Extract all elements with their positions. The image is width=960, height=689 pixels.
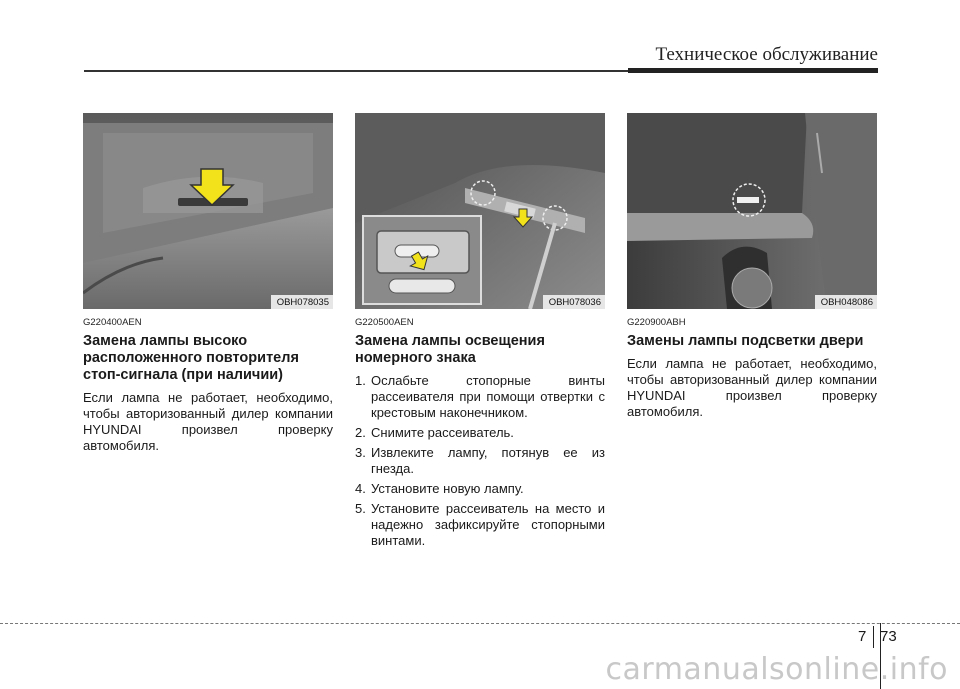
list-item: 1. Ослабьте стопорные винты рассеивателя при помощи отвертки с крестовым наконечником.: [355, 373, 605, 420]
figure-label: OBH078036: [543, 295, 605, 309]
door-lamp-illustration: [627, 113, 877, 309]
figure-high-mount-stop-lamp: [83, 113, 333, 309]
figure-label: OBH048086: [815, 295, 877, 309]
section-door-courtesy-lamp: [627, 113, 877, 420]
page-number-divider: [873, 626, 874, 648]
list-item: 4. Установите новую лампу.: [355, 481, 524, 496]
list-item: 2. Снимите рассеиватель.: [355, 425, 514, 440]
section-heading: Замена лампы освещения номерного знака: [355, 333, 545, 366]
section-license-plate-lamp: [355, 113, 605, 553]
watermark-text: carmanualsonline.info: [605, 652, 948, 687]
list-item: 3. Извлеките лампу, потянув ее из гнезда.: [355, 445, 605, 476]
section-code: G220900ABH: [627, 317, 686, 328]
section-high-mount-stop-lamp: [83, 113, 333, 454]
page-header-title: Техническое обслуживание: [655, 44, 878, 65]
header-rule-accent: [628, 68, 878, 73]
section-body: Если лампа не работает, необходимо, чтобы авторизованный дилер компании HYUNDAI произвел проверку автомобиля.: [83, 390, 333, 453]
section-body: Если лампа не работает, необходимо, чтобы авторизованный дилер компании HYUNDAI произвел проверку автомобиля.: [627, 356, 877, 419]
section-heading: Замены лампы подсветки двери: [627, 333, 864, 349]
steps-list: [355, 373, 605, 549]
footer-dashed-rule: [0, 623, 960, 624]
chapter-number: 7: [858, 628, 867, 645]
figure-license-plate-lamp: [355, 113, 605, 309]
page-number: 73: [880, 628, 897, 645]
section-code: G220500AEN: [355, 317, 414, 328]
section-heading: Замена лампы высоко расположенного повторителя стоп-сигнала (при наличии): [83, 333, 299, 383]
license-lamp-illustration: [355, 113, 605, 309]
figure-label: OBH078035: [271, 295, 333, 309]
section-code: G220400AEN: [83, 317, 142, 328]
list-item: 5. Установите рассеиватель на место и надежно зафиксируйте стопорными винтами.: [355, 501, 605, 548]
figure-door-courtesy-lamp: [627, 113, 877, 309]
rear-window-illustration: [83, 113, 333, 309]
